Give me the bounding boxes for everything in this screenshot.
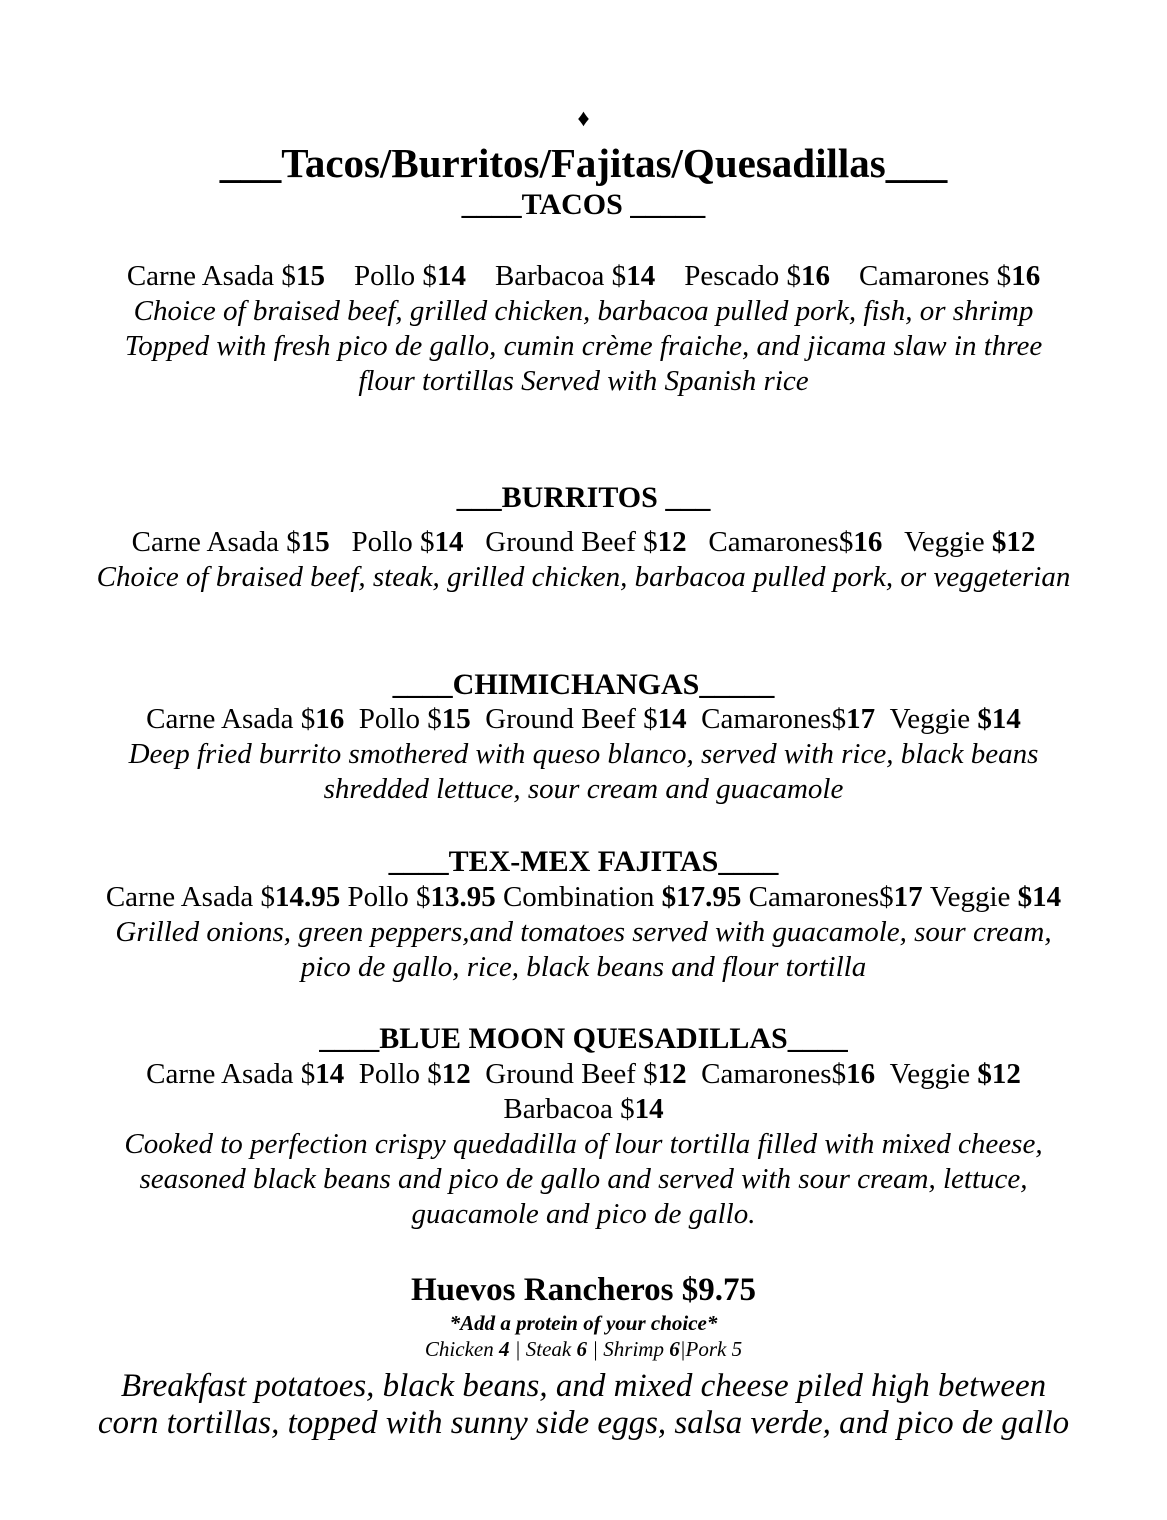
price-item-name: Pollo $ [353,260,437,292]
price-item-name: Carne Asada $ [131,526,301,558]
tacos-price-line [0,259,1167,294]
quesadillas-section [0,1057,1167,1232]
tacos-heading: ____TACOS _____ [461,188,706,221]
chimichangas-price-line [0,702,1167,737]
huevos-note: *Add a protein of your choice* [449,1311,718,1335]
price-item-name: Camarones $ [858,260,1012,292]
price-item-name: Ground Beef $ [485,1058,658,1090]
price-item-name: Carne Asada $ [146,703,316,735]
price-item-name: Veggie [889,1058,978,1090]
burritos-section [0,525,1167,595]
protein-name: Pork 5 [685,1337,743,1361]
price-item-name: Camarones$ [708,526,854,558]
price-item-value: 16 [1011,260,1041,292]
tacos-section [0,259,1167,399]
price-item-name: Camarones$ [748,881,894,913]
tacos-description-3: flour tortillas Served with Spanish rice [358,365,809,397]
price-item-name: Ground Beef $ [485,526,658,558]
protein-price: 6 [576,1337,587,1361]
protein-name: Shrimp [603,1337,670,1361]
tacos-description-1: Choice of braised beef, grilled chicken, barbacoa pulled pork, fish, or shrimp [133,295,1034,327]
price-item-value: 17 [893,881,923,913]
fajitas-description-2: pico de gallo, rice, black beans and flour tortilla [300,951,867,983]
price-item-value: 14.95 [274,881,341,913]
quesadillas-price-line [0,1057,1167,1092]
price-item-name: Pollo $ [358,1058,442,1090]
price-item-value: 12 [441,1058,471,1090]
protein-separator: | [509,1337,526,1361]
huevos-description-2: corn tortillas, topped with sunny side eggs, salsa verde, and pico de gallo [97,1405,1070,1441]
fajitas-description-1: Grilled onions, green peppers,and tomatoes served with guacamole, sour cream, [115,916,1052,948]
huevos-title: Huevos Rancheros $9.75 [411,1272,756,1308]
chimichangas-description-2: shredded lettuce, sour cream and guacamole [323,773,844,805]
quesadillas-price-line-2 [0,1092,1167,1127]
price-item-name: Veggie [929,881,1018,913]
price-item-value: 16 [315,703,345,735]
price-item-name: Ground Beef $ [485,703,658,735]
price-item-value: $14 [1017,881,1062,913]
fajitas-section [0,880,1167,985]
price-item-value: $12 [991,526,1036,558]
quesadillas-description-3: guacamole and pico de gallo. [411,1198,756,1230]
protein-separator: | [679,1337,686,1361]
price-item-value: 14 [626,260,656,292]
price-item-value: 17 [846,703,876,735]
protein-name: Steak [525,1337,577,1361]
protein-price: 4 [498,1337,510,1361]
burritos-price-line [0,525,1167,560]
price-item-value: 14 [434,526,464,558]
huevos-protein-line [0,1336,1167,1362]
price-item-value: $14 [977,703,1021,735]
quesadillas-description-2: seasoned black beans and pico de gallo and served with sour cream, lettuce, [139,1163,1028,1195]
chimichangas-description-1: Deep fried burrito smothered with queso blanco, served with rice, black beans [128,738,1039,770]
huevos-description-1: Breakfast potatoes, black beans, and mixed cheese piled high between [120,1368,1047,1404]
price-item-name: Carne Asada $ [126,260,296,292]
protein-name: Chicken [424,1337,499,1361]
price-item-value: 15 [300,526,330,558]
price-item-value: 12 [657,526,687,558]
price-item-value: 15 [441,703,471,735]
price-item-name: Pescado $ [684,260,801,292]
quesadillas-description-1: Cooked to perfection crispy quedadilla of lour tortilla filled with mixed cheese, [124,1128,1043,1160]
protein-price: 6 [669,1337,680,1361]
chimichangas-section [0,702,1167,807]
price-item-value: 12 [657,1058,687,1090]
price-item-value: 16 [846,1058,876,1090]
price-item-name: Barbacoa $ [503,1093,635,1125]
tacos-description-2: Topped with fresh pico de gallo, cumin crème fraiche, and jicama slaw in three [124,330,1043,362]
price-item-value: 16 [853,526,883,558]
price-item-name: Carne Asada $ [105,881,275,913]
price-item-name: Camarones$ [701,1058,847,1090]
price-item-name: Veggie [904,526,992,558]
price-item-value: 13.95 [430,881,496,913]
price-item-value: 14 [315,1058,345,1090]
price-item-name: Pollo $ [358,703,442,735]
price-item-name: Pollo $ [347,881,431,913]
price-item-value: $12 [977,1058,1021,1090]
price-item-value: $17.95 [661,881,742,913]
price-item-name: Carne Asada $ [146,1058,316,1090]
price-item-name: Barbacoa $ [494,260,627,292]
price-item-name: Pollo $ [351,526,435,558]
fajitas-heading: ____TEX-MEX FAJITAS____ [388,845,779,878]
diamond-ornament-icon: ♦ [577,106,590,132]
price-item-value: 14 [634,1093,664,1125]
price-item-name: Camarones$ [701,703,847,735]
price-item-name: Veggie [889,703,978,735]
quesadillas-heading: ____BLUE MOON QUESADILLAS____ [319,1022,848,1055]
page-title: ___Tacos/Burritos/Fajitas/Quesadillas___ [219,140,948,186]
burritos-heading: ___BURRITOS ___ [456,481,711,514]
protein-separator: | [587,1337,604,1361]
price-item-value: 14 [657,703,687,735]
price-item-value: 15 [295,260,325,292]
price-item-value: 16 [800,260,830,292]
chimichangas-heading: ____CHIMICHANGAS_____ [392,668,775,701]
burritos-description-1: Choice of braised beef, steak, grilled chicken, barbacoa pulled pork, or veggeterian [96,561,1071,593]
price-item-value: 14 [436,260,466,292]
fajitas-price-line [0,880,1167,915]
price-item-name: Combination [502,881,662,913]
huevos-section [0,1270,1167,1442]
